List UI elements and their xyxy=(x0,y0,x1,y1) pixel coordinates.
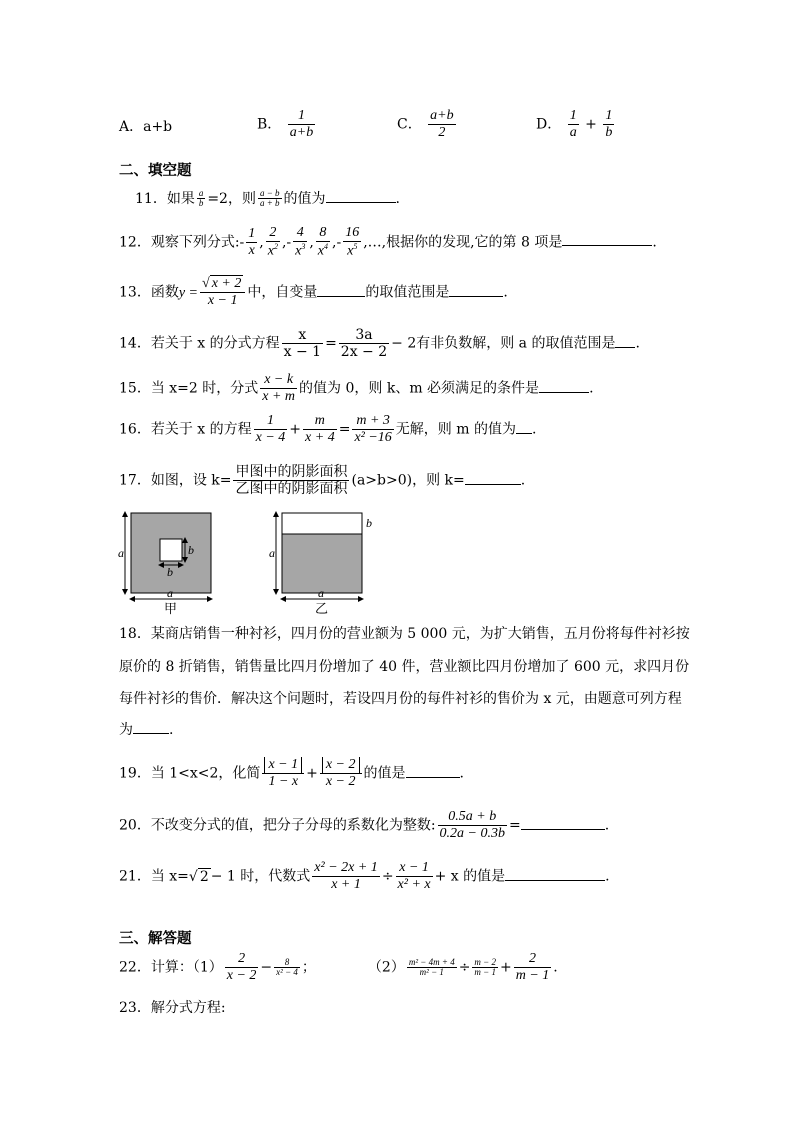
question-20 xyxy=(119,809,609,842)
option-d-fraction-2: $\frac{1}{b}$ xyxy=(605,108,613,141)
q19-frac1: $\frac{x - 1}{1 - x}$ xyxy=(262,757,304,790)
q15-post: 的值为 0，则 k、m 必须满足的条件是 xyxy=(299,380,540,397)
q12-term-3: $\frac{4}{x^3}$ xyxy=(295,225,306,259)
q11-mid: =2，则 xyxy=(207,190,256,207)
q22-part2-frac3: $\frac{2}{m - 1}$ xyxy=(515,951,550,984)
q13-y: y = xyxy=(178,285,198,301)
figure-inner-bottom-label: b xyxy=(167,565,173,579)
q12-answer-blank[interactable] xyxy=(562,233,652,246)
q14-eq: = xyxy=(325,335,337,352)
q12-term-4: $\frac{8}{x^4}$ xyxy=(317,225,329,259)
q14-minus: − 2 xyxy=(391,335,417,352)
q20-end: . xyxy=(604,817,610,834)
question-21 xyxy=(119,860,610,893)
q16-post: 无解，则 m 的值为 xyxy=(395,421,516,438)
q22-part1-frac1: $\frac{2}{x - 2}$ xyxy=(226,951,257,984)
question-18-line-3: 每件衬衫的售价．解决这个问题时，若设四月份的每件衬衫的售价为 x 元，由题意可列方程 xyxy=(119,691,682,707)
q22-end: . xyxy=(553,959,558,976)
q15-fraction: $\frac{x - k}{x + m}$ xyxy=(262,372,296,405)
option-d-label: D． xyxy=(536,116,562,133)
question-23: 23．解分式方程: xyxy=(119,1000,226,1016)
figure-right-shaded xyxy=(282,534,362,593)
q17-pre: 17．如图，设 k= xyxy=(119,472,232,489)
q21-mid: − 1 时，代数式 xyxy=(210,868,311,885)
q16-frac1: $\frac{1}{x - 4}$ xyxy=(255,413,286,446)
question-12: 12．观察下列分式:- $\frac{1}{x}$ , $\frac{2}{x^2}$ ,- $\frac{4}{x^3}$ , $\frac{8}{x^4}$ ,- $\frac{16}{x^5}$ ,…,根据你的发现,它的第 8 项是 . xyxy=(119,225,657,259)
q21-div: ÷ xyxy=(381,868,394,885)
option-c-fraction: $\frac{a+b}{2}$ xyxy=(430,108,454,141)
question-13 xyxy=(119,276,508,309)
q13-answer-blank[interactable] xyxy=(449,284,503,297)
q12-term-1: $\frac{1}{x}$ xyxy=(248,225,256,258)
q16-eq: = xyxy=(338,421,351,438)
q17-fraction: 甲图中的阴影面积 乙图中的阴影面积 xyxy=(235,464,348,498)
q16-frac3: $\frac{m + 3}{\text{x² −16}}$ xyxy=(354,413,392,446)
question-19 xyxy=(119,757,464,790)
q17-answer-blank[interactable] xyxy=(465,472,521,485)
q14-frac1: $\frac{x}{x - 1}$ xyxy=(283,327,322,361)
question-17 xyxy=(119,464,525,497)
q22-div: ÷ xyxy=(458,959,471,976)
question-18-line-2: 原价的 8 折销售，销售量比四月份增加了 40 件，营业额比四月份增加了 600 元，求四月份 xyxy=(119,659,690,675)
q15-end: . xyxy=(589,380,594,397)
q16-answer-blank[interactable] xyxy=(516,421,532,434)
q22-part2-frac2: $\frac{m - 2}{m - 1}$ xyxy=(474,956,496,978)
q18-line4-pre: 为 xyxy=(119,722,133,738)
q19-plus: + xyxy=(306,765,318,782)
q19-post: 的值是 xyxy=(363,765,406,782)
q11-end: . xyxy=(395,190,400,207)
q16-plus: + xyxy=(289,421,302,438)
q22-part2-frac1: $\frac{\text{m² − 4m + 4}}{\text{m² − 1}}$ xyxy=(408,956,455,978)
q14-post: 有非负数解，则 a 的取值范围是 xyxy=(416,335,616,352)
q20-fraction: $\frac{0.5a + b}{0.2a - 0.3b}$ xyxy=(439,809,505,842)
section-title-solve: 三、解答题 xyxy=(119,930,192,947)
q19-pre: 19．当 1<x<2，化简 xyxy=(119,765,261,782)
q13-post: 中，自变量 xyxy=(247,284,318,301)
q14-frac2: $\frac{3a}{2x - 2}$ xyxy=(340,327,388,361)
section-title-fill-blank: 二、填空题 xyxy=(119,162,192,179)
q11-frac2: $\frac{a - b}{a + b}$ xyxy=(259,188,280,209)
q21-pre: 21．当 x= xyxy=(119,868,189,885)
q15-answer-blank[interactable] xyxy=(539,380,589,393)
q17-figure xyxy=(115,506,390,616)
q22-part1-frac2: $\frac{8}{\text{x² − 4}}$ xyxy=(276,956,298,978)
question-22 xyxy=(119,951,558,984)
question-15 xyxy=(119,372,594,405)
question-11 xyxy=(135,189,400,209)
q12-term-5: $\frac{16}{x^5}$ xyxy=(345,225,360,259)
option-d-fraction-1: $\frac{1}{a}$ xyxy=(569,108,577,141)
option-a: A．a+b xyxy=(119,119,173,135)
q22-minus: − xyxy=(260,959,273,976)
question-18-line-1: 18．某商店销售一种衬衫，四月份的营业额为 5 000 元，为扩大销售，五月份将每件衬衫按 xyxy=(119,626,690,642)
figure-left-caption: 甲 xyxy=(164,602,178,616)
q21-end: . xyxy=(605,868,610,885)
figure-right-strip-label: b xyxy=(366,516,372,530)
q21-post: + x 的值是 xyxy=(434,868,506,885)
question-16 xyxy=(119,413,536,446)
option-b-label: B． xyxy=(257,116,282,133)
q16-pre: 16．若关于 x 的方程 xyxy=(119,421,252,438)
figure-left-side-label: a xyxy=(118,546,124,560)
option-d xyxy=(536,108,616,141)
q21-frac2: $\frac{x - 1}{\text{x² + x}}$ xyxy=(397,860,431,893)
q14-end: . xyxy=(635,335,640,352)
q15-pre: 15．当 x=2 时，分式 xyxy=(119,380,259,397)
q20-eq: = xyxy=(508,817,521,834)
figure-right-side-label: a xyxy=(269,546,275,560)
q11-answer-blank[interactable] xyxy=(326,190,396,203)
q13-pre: 13．函数 xyxy=(119,284,179,301)
option-b xyxy=(257,108,317,141)
q13-fraction: $\frac{√ x + 2}{x - 1}$ xyxy=(200,276,245,309)
q16-end: . xyxy=(531,421,537,438)
q12-pre: 12．观察下列分式:- xyxy=(119,234,245,251)
q11-post: 的值为 xyxy=(283,190,326,207)
q11-frac1: $\frac{a}{b}$ xyxy=(198,188,204,209)
q22-sep: ； xyxy=(301,959,316,976)
option-d-plus: + xyxy=(585,116,597,133)
q12-term-2: $\frac{2}{x^2}$ xyxy=(267,225,278,259)
q14-pre: 14．若关于 x 的分式方程 xyxy=(119,335,280,352)
q12-post: ,…,根据你的发现,它的第 8 项是 xyxy=(363,234,563,251)
option-b-fraction: $\frac{1}{a+b}$ xyxy=(289,108,314,141)
q13-variable-blank[interactable] xyxy=(317,284,365,297)
figure-left-bottom-label: a xyxy=(167,586,173,600)
q19-frac2: $\frac{x - 2}{x - 2}$ xyxy=(320,757,362,790)
q21-frac1: $\frac{\text{x² − 2x + 1}}{x + 1}$ xyxy=(314,860,378,893)
q21-sqrt: √ 2 xyxy=(188,868,209,885)
figure-left-hole xyxy=(160,539,182,561)
q18-end: . xyxy=(169,722,174,738)
q19-answer-blank[interactable] xyxy=(406,765,460,778)
q19-end: . xyxy=(459,765,464,782)
figure-right-caption: 乙 xyxy=(315,602,329,616)
question-18-line-4 xyxy=(119,721,173,737)
q18-answer-blank[interactable] xyxy=(133,721,169,734)
option-c xyxy=(397,108,458,141)
q17-cond: (a>b>0)，则 k= xyxy=(351,472,465,489)
q22-pre: 22．计算：（1） xyxy=(119,959,223,976)
q13-end: . xyxy=(503,284,508,301)
question-14 xyxy=(119,327,640,360)
q17-end: . xyxy=(520,472,526,489)
q21-answer-blank[interactable] xyxy=(505,868,605,881)
option-c-label: C． xyxy=(397,116,422,133)
q22-plus: + xyxy=(500,959,512,976)
q20-pre: 20．不改变分式的值，把分子分母的系数化为整数: xyxy=(119,817,436,834)
q14-answer-blank[interactable] xyxy=(615,335,635,348)
q16-frac2: $\frac{m}{x + 4}$ xyxy=(305,413,335,446)
q12-end: . xyxy=(652,234,657,251)
figure-inner-side-label: b xyxy=(188,543,194,557)
figure-right-bottom-label: a xyxy=(318,586,324,600)
q20-answer-blank[interactable] xyxy=(521,817,605,830)
q11-pre: 11．如果 xyxy=(135,190,195,207)
q22-part2-label: （2） xyxy=(367,959,405,976)
q13-mid: 的取值范围是 xyxy=(365,284,450,301)
